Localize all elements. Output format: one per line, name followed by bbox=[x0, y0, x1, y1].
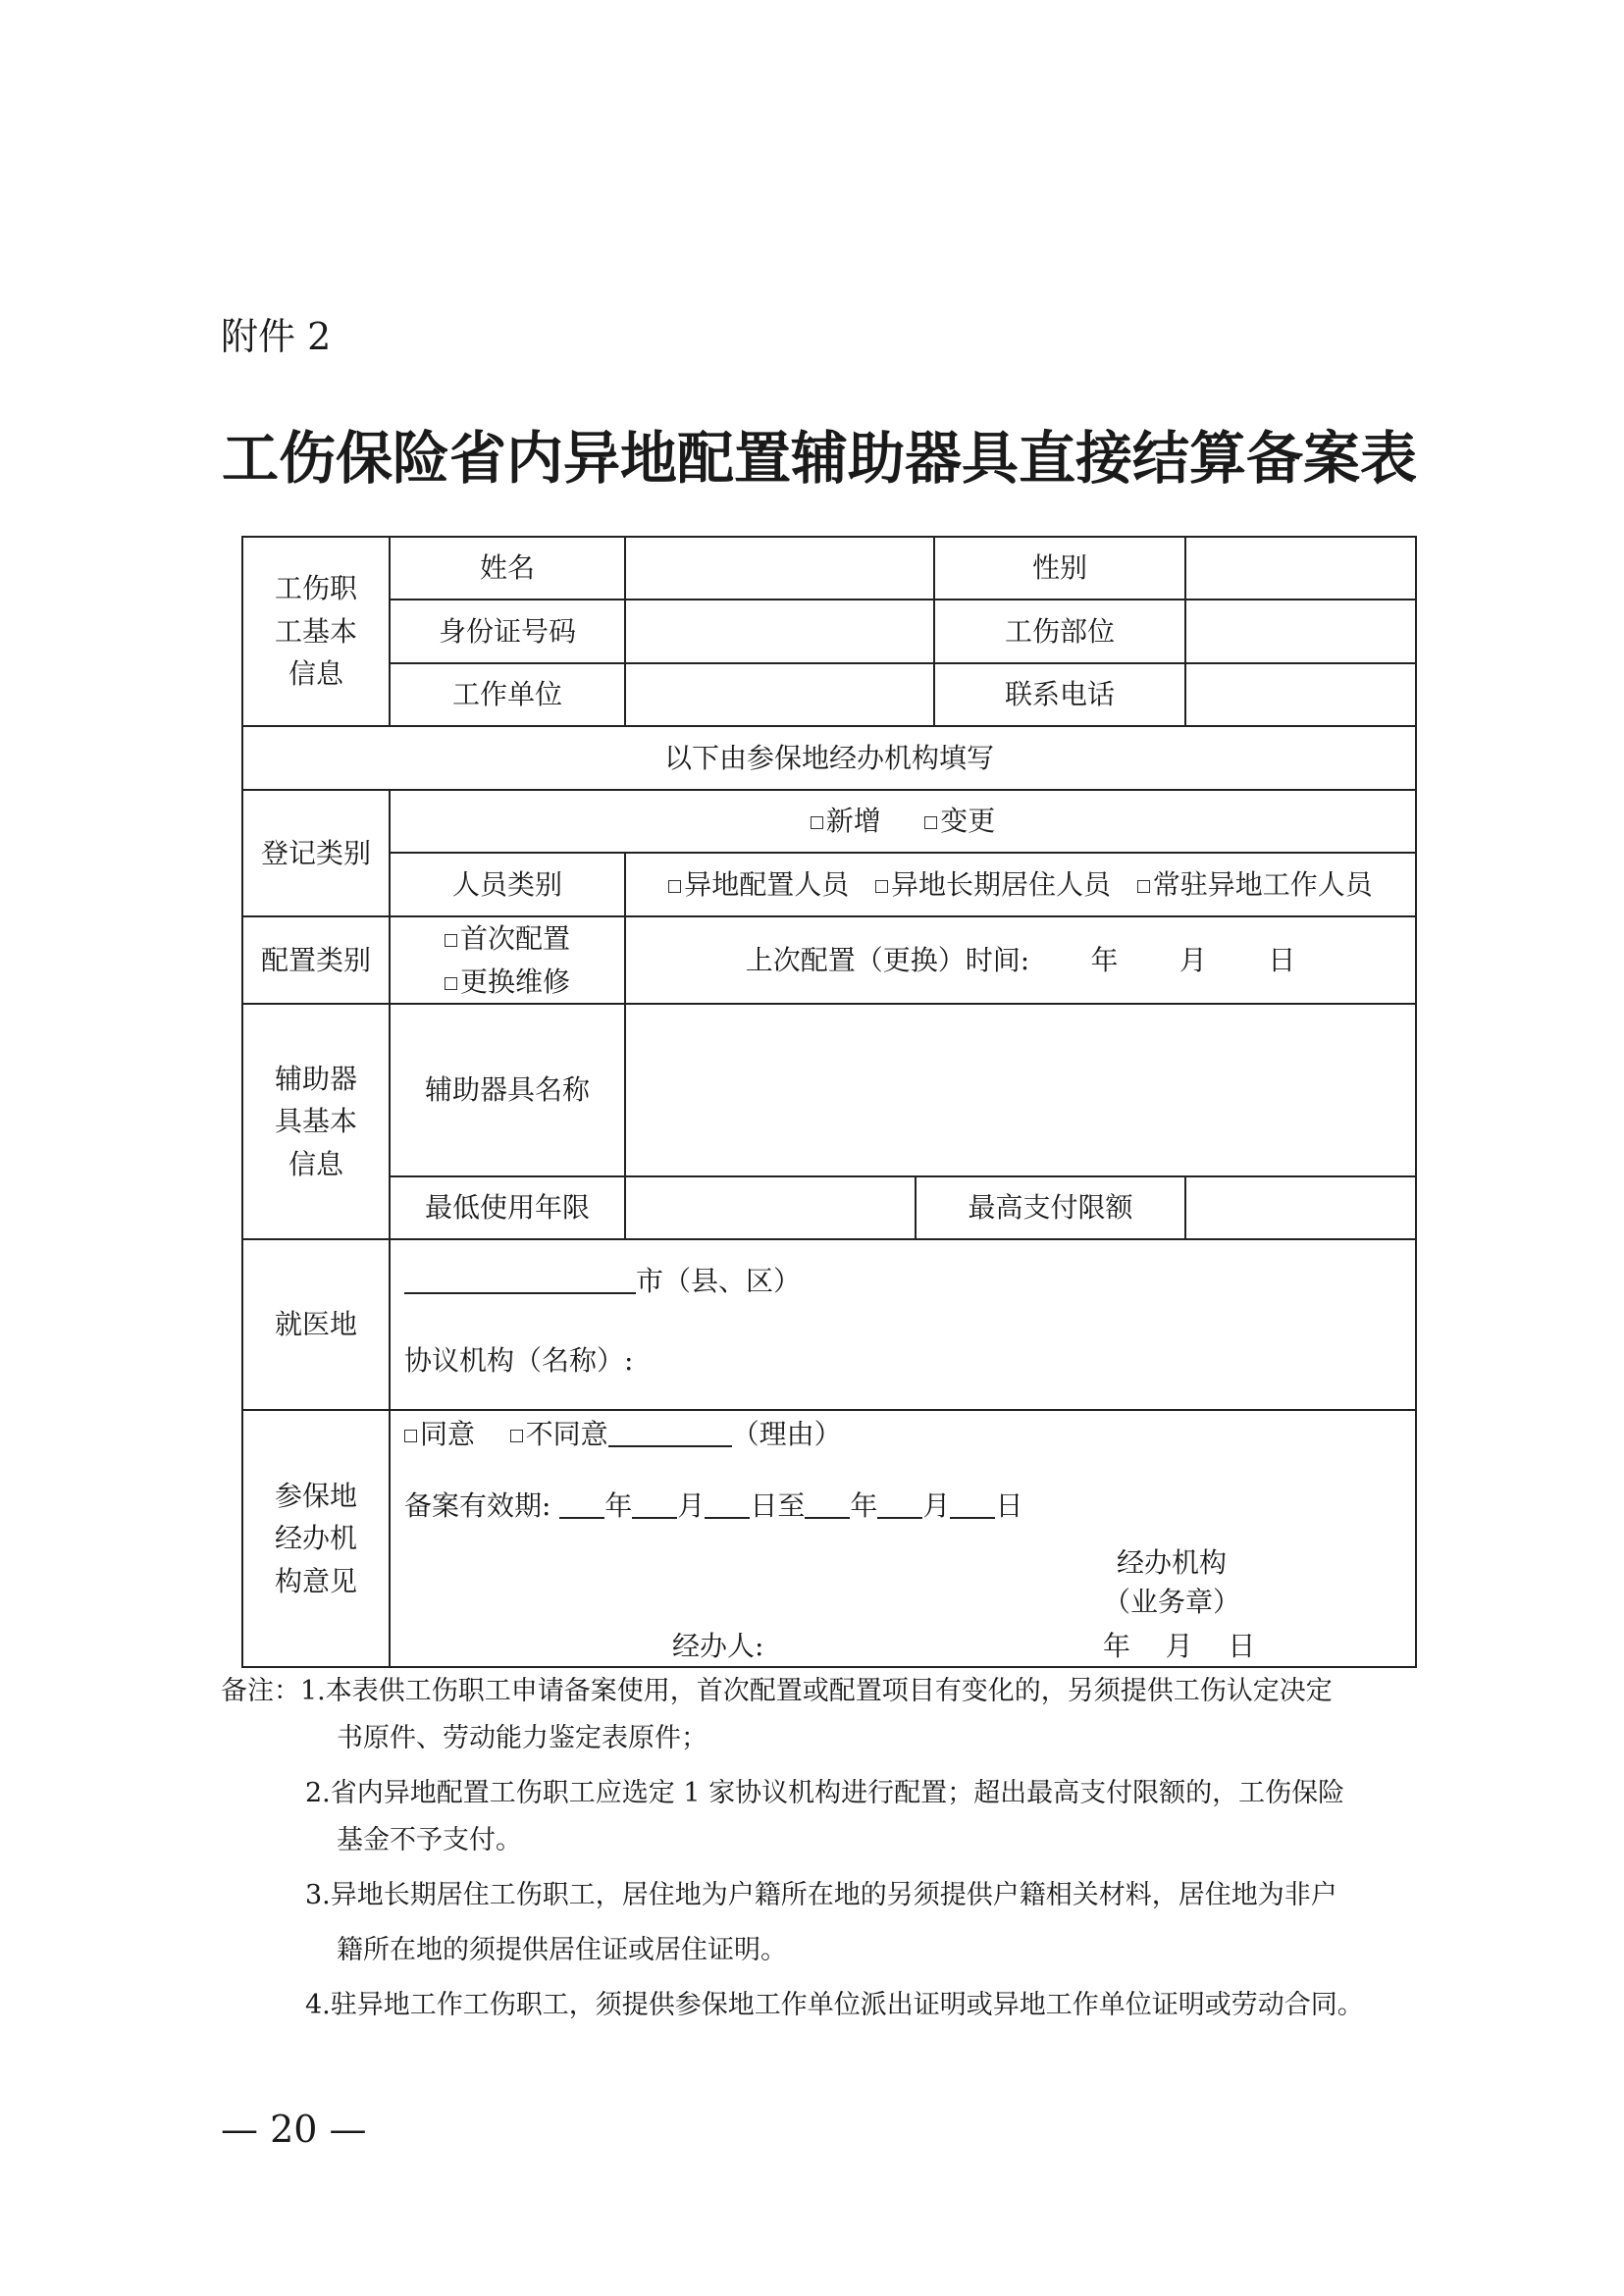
last-config-time: 上次配置（更换）时间: 年 月 日 bbox=[625, 916, 1416, 1004]
checkbox-icon[interactable] bbox=[1137, 880, 1150, 893]
medical-place-label: 就医地 bbox=[242, 1239, 390, 1410]
note-2: 2.省内异地配置工伤职工应选定 1 家协议机构进行配置；超出最高支付限额的，工伤保险 bbox=[305, 1778, 1345, 1808]
agree-option[interactable]: 同意 bbox=[404, 1418, 475, 1450]
remote-work-option[interactable]: 常驻异地工作人员 bbox=[1137, 868, 1373, 901]
checkbox-icon[interactable] bbox=[510, 1430, 523, 1442]
injury-part-label: 工伤部位 bbox=[934, 600, 1185, 663]
note-3-cont: 籍所在地的须提供居住证或居住证明。 bbox=[337, 1935, 787, 1965]
handler-label: 经办人: bbox=[672, 1630, 764, 1662]
filing-form bbox=[241, 536, 1417, 1668]
person-type-label: 人员类别 bbox=[390, 853, 625, 916]
page-title: 工伤保险省内异地配置辅助器具直接结算备案表 bbox=[221, 425, 1417, 492]
basic-info-header: 工伤职工基本信息 bbox=[242, 537, 390, 726]
note-3: 3.异地长期居住工伤职工，居住地为户籍所在地的另须提供户籍相关材料，居住地为非户 bbox=[305, 1880, 1337, 1910]
id-number-field[interactable] bbox=[625, 600, 934, 663]
medical-place-field: 市（县、区） 协议机构（名称）: bbox=[390, 1239, 1416, 1410]
device-name-label: 辅助器具名称 bbox=[390, 1004, 625, 1176]
new-option[interactable]: 新增 bbox=[811, 805, 881, 837]
min-years-label: 最低使用年限 bbox=[390, 1176, 625, 1239]
notes bbox=[221, 1668, 1457, 2029]
disagree-option[interactable]: 不同意 bbox=[510, 1418, 608, 1450]
checkbox-icon[interactable] bbox=[445, 934, 457, 947]
note-1-cont: 书原件、劳动能力鉴定表原件； bbox=[337, 1723, 707, 1753]
opinion-field: 同意 不同意 （理由） 备案有效期: 年 月 日至 年 月 日 经办机构 （业务章） 经办人: 年 月 日 bbox=[390, 1410, 1416, 1667]
config-type-label: 配置类别 bbox=[242, 916, 390, 1004]
attachment-label: 附件 2 bbox=[221, 315, 332, 358]
registration-type-label: 登记类别 bbox=[242, 790, 390, 916]
remote-long-stay-option[interactable]: 异地长期居住人员 bbox=[875, 868, 1111, 901]
max-pay-label: 最高支付限额 bbox=[916, 1176, 1185, 1239]
checkbox-icon[interactable] bbox=[404, 1430, 417, 1442]
registration-options bbox=[390, 790, 1416, 853]
phone-field[interactable] bbox=[1185, 663, 1416, 726]
note-1: 备注：1.本表供工伤职工申请备案使用，首次配置或配置项目有变化的，另须提供工伤认定决定 bbox=[221, 1676, 1333, 1706]
sign-date: 年 月 日 bbox=[1103, 1630, 1256, 1662]
gender-label: 性别 bbox=[934, 537, 1185, 600]
note-4: 4.驻异地工作工伤职工，须提供参保地工作单位派出证明或异地工作单位证明或劳动合同。 bbox=[305, 1990, 1364, 2020]
note-2-cont: 基金不予支付。 bbox=[337, 1825, 522, 1855]
checkbox-icon[interactable] bbox=[924, 816, 937, 829]
first-config-option[interactable]: 首次配置 bbox=[391, 917, 624, 960]
remote-config-option[interactable]: 异地配置人员 bbox=[668, 868, 849, 901]
agency-section-heading: 以下由参保地经办机构填写 bbox=[242, 726, 1416, 790]
config-type-options bbox=[390, 916, 625, 1004]
min-years-field[interactable] bbox=[625, 1176, 916, 1239]
agency-stamp: 经办机构 （业务章） bbox=[1103, 1546, 1241, 1618]
id-number-label: 身份证号码 bbox=[390, 600, 625, 663]
city-blank[interactable] bbox=[404, 1265, 636, 1294]
employer-label: 工作单位 bbox=[390, 663, 625, 726]
opinion-header: 参保地经办机构意见 bbox=[242, 1410, 390, 1667]
device-info-header: 辅助器具基本信息 bbox=[242, 1004, 390, 1239]
device-name-field[interactable] bbox=[625, 1004, 1416, 1176]
checkbox-icon[interactable] bbox=[668, 880, 681, 893]
injury-part-field[interactable] bbox=[1185, 600, 1416, 663]
checkbox-icon[interactable] bbox=[811, 816, 823, 829]
name-label: 姓名 bbox=[390, 537, 625, 600]
name-field[interactable] bbox=[625, 537, 934, 600]
phone-label: 联系电话 bbox=[934, 663, 1185, 726]
replace-repair-option[interactable]: 更换维修 bbox=[391, 961, 624, 1003]
gender-field[interactable] bbox=[1185, 537, 1416, 600]
reason-blank[interactable] bbox=[608, 1418, 732, 1447]
employer-field[interactable] bbox=[625, 663, 934, 726]
person-type-options bbox=[625, 853, 1416, 916]
checkbox-icon[interactable] bbox=[445, 977, 457, 990]
checkbox-icon[interactable] bbox=[875, 880, 888, 893]
agreement-org[interactable]: 协议机构（名称）: bbox=[404, 1344, 634, 1378]
validity-period: 备案有效期: 年 月 日至 年 月 日 bbox=[404, 1489, 1023, 1523]
page-number: — 20 — bbox=[221, 2108, 367, 2151]
change-option[interactable]: 变更 bbox=[924, 805, 995, 837]
max-pay-field[interactable] bbox=[1185, 1176, 1416, 1239]
